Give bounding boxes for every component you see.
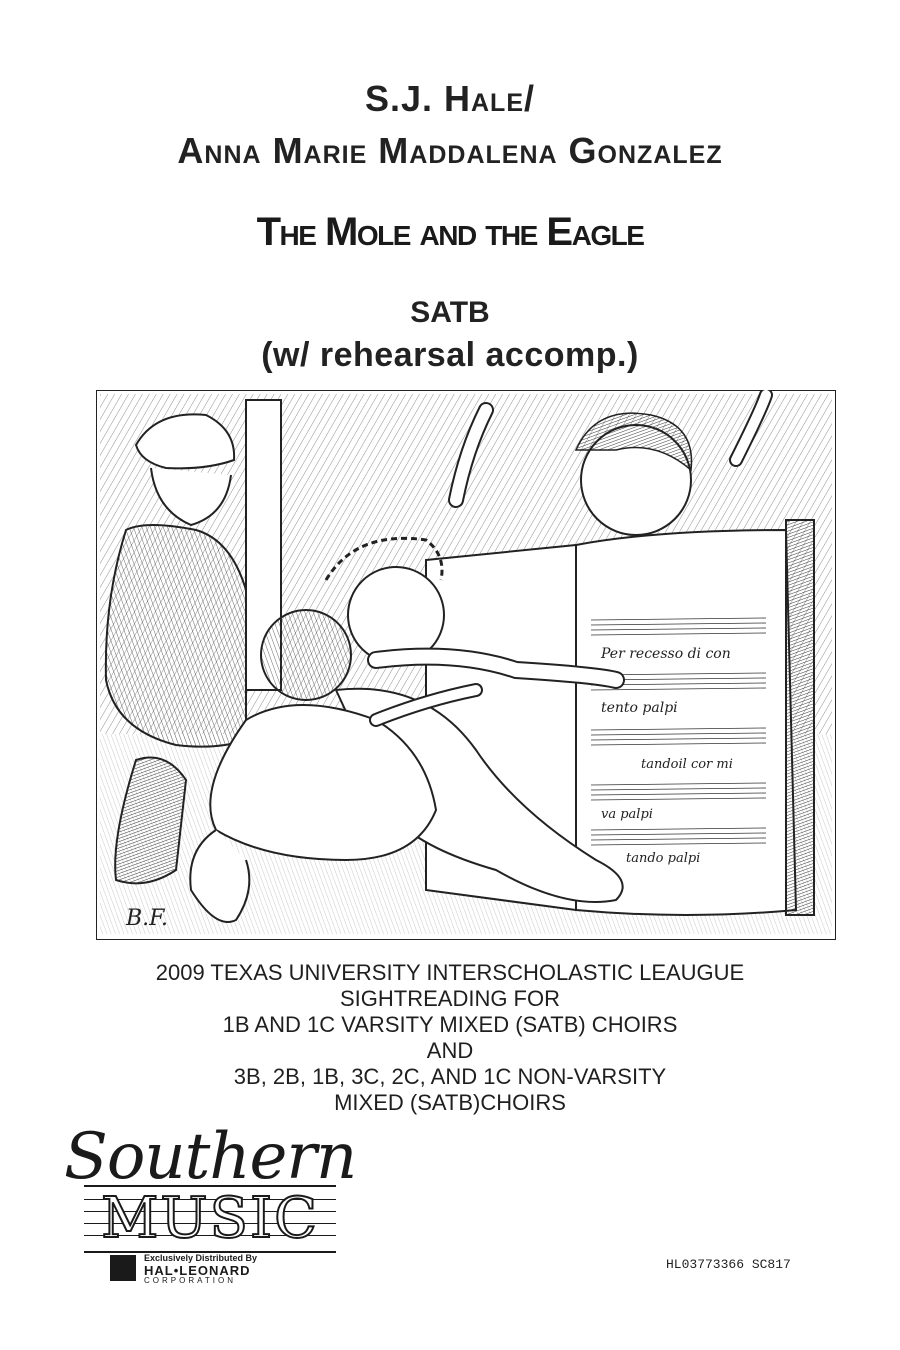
score-lyric-3: tandoil cor mi <box>641 757 733 772</box>
contest-line: MIXED (SATB)CHOIRS <box>334 1090 566 1115</box>
score-lyric-4: va palpi <box>601 807 653 822</box>
catalog-number: HL03773366 SC817 <box>666 1257 791 1272</box>
distributor-line-3: CORPORATION <box>144 1276 236 1285</box>
logo-music-word: MUSIC <box>101 1186 319 1251</box>
contest-line: AND <box>426 1038 474 1063</box>
work-title: The Mole and the Eagle <box>256 210 644 254</box>
engraving-illustration <box>96 390 836 940</box>
composer-line-1: S.J. Hale/ <box>364 78 536 119</box>
artist-signature: B.F. <box>126 906 168 931</box>
contest-line: SIGHTREADING FOR <box>339 986 560 1011</box>
southern-music-logo <box>64 1120 357 1285</box>
distributor-line-2: HAL•LEONARD <box>144 1263 251 1278</box>
hal-leonard-mark-icon <box>110 1255 136 1281</box>
logo-script-word: Southern <box>64 1120 357 1194</box>
contest-description <box>0 960 900 1116</box>
voicing-label: SATB <box>410 296 490 329</box>
composer-line-2: Anna Marie Maddalena Gonzalez <box>177 130 723 171</box>
score-lyric-5: tando palpi <box>626 851 701 866</box>
logo-staff-box <box>84 1185 336 1253</box>
score-lyric-1: Per recesso di con <box>601 646 731 662</box>
contest-line: 1B AND 1C VARSITY MIXED (SATB) CHOIRS <box>222 1012 678 1037</box>
contest-line: 2009 TEXAS UNIVERSITY INTERSCHOLASTIC LEAUGUE <box>155 960 745 985</box>
accompaniment-note: (w/ rehearsal accomp.) <box>261 336 639 374</box>
contest-line: 3B, 2B, 1B, 3C, 2C, AND 1C NON-VARSITY <box>233 1064 667 1089</box>
distributor-line-1: Exclusively Distributed By <box>144 1253 258 1263</box>
score-lyric-2: tento palpi <box>601 700 678 716</box>
